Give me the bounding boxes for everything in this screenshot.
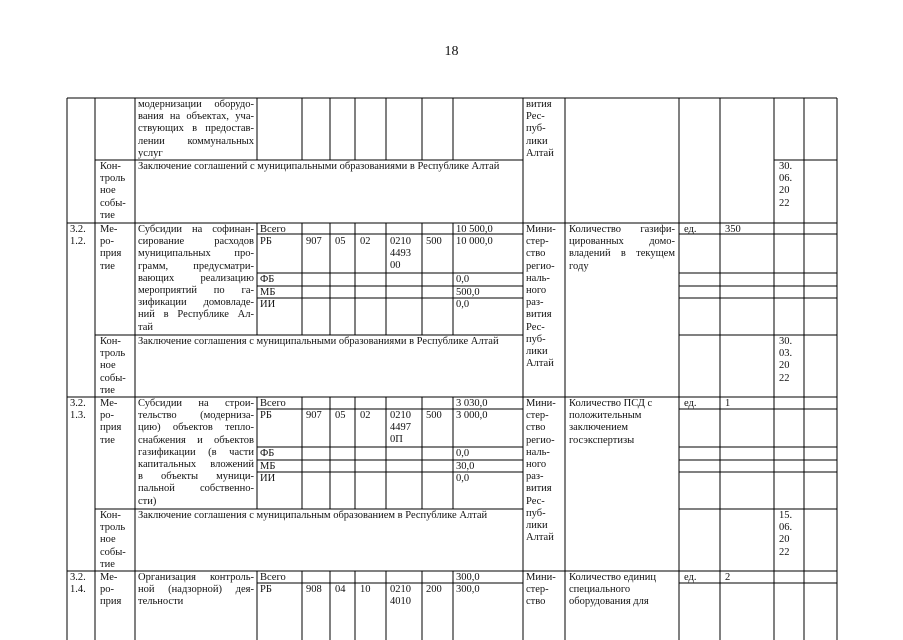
source-rb-label: РБ [260, 236, 272, 247]
source-rb-amount: 300,0 [456, 584, 480, 595]
control-event-label: Кон- троль ное собы- тие [100, 161, 126, 221]
measure-type: Ме- ро- прия [100, 572, 122, 608]
subsection-code: 10 [360, 584, 371, 595]
expense-type-code: 500 [426, 410, 442, 421]
source-fb-amount: 0,0 [456, 274, 470, 285]
measure-executor: Мини- стер- ство регио- наль- ного раз- вития Рес- пуб- лики Алтай [526, 224, 556, 370]
subsection-code: 02 [360, 410, 371, 421]
control-event-label: Кон- троль ное собы- тие [100, 510, 126, 570]
indicator-unit: ед. [684, 224, 697, 235]
target-article-code: 0210 4497 0П [390, 410, 411, 446]
measure-type: Ме- ро- прия тие [100, 398, 122, 446]
grbs-code: 907 [306, 236, 322, 247]
control-event-date: 15. 06. 20 22 [779, 510, 793, 558]
control-event-date: 30. 06. 20 22 [779, 161, 793, 209]
measure-executor: Мини- стер- ство [526, 572, 556, 608]
measure-description: Субсидии на строи- тельство (модерниза- цию) объектов тепло- снабжения и объектов газификации (в части капитальных вложений в объекты муници- пальной собственно- сти) [138, 398, 254, 507]
measure-description: Субсидии на софинан- сирование расходов муниципальных про- грамм, предусматри- вающих реализацию мероприятий по га- зификации домовладе- ний в Республике Ал- тай [138, 224, 254, 333]
expense-type-code: 500 [426, 236, 442, 247]
top-desc: модернизации оборудо- вания на объектах, уча- ствующих в предостав- лении коммунальных услуг [138, 99, 254, 159]
measure-number: 3.2. 1.2. [70, 224, 86, 248]
source-ii-label: ИИ [260, 473, 276, 484]
source-mb-amount: 500,0 [456, 287, 480, 298]
control-event-label: Кон- троль ное собы- тие [100, 336, 126, 396]
source-total-amount: 3 030,0 [456, 398, 488, 409]
control-event-text: Заключение соглашения с муниципальными образованиями в Республике Алтай [138, 336, 499, 347]
source-rb-amount: 3 000,0 [456, 410, 488, 421]
source-total-label: Всего [260, 398, 286, 409]
source-total-label: Всего [260, 572, 286, 583]
source-total-amount: 10 500,0 [456, 224, 493, 235]
source-ii-amount: 0,0 [456, 299, 470, 310]
target-article-code: 0210 4010 [390, 584, 411, 608]
expense-type-code: 200 [426, 584, 442, 595]
subsection-code: 02 [360, 236, 371, 247]
indicator-name: Количество ПСД с положительным заключением госэкспертизы [569, 398, 653, 446]
measure-description: Организация контроль- ной (надзорной) дея- тельности [138, 572, 254, 608]
measure-number: 3.2. 1.3. [70, 398, 86, 422]
control-event-date: 30. 03. 20 22 [779, 336, 793, 384]
page-number: 18 [444, 44, 459, 59]
indicator-name: Количество газифи- цированных домо- владений в текущем году [569, 224, 675, 272]
source-rb-label: РБ [260, 584, 272, 595]
indicator-unit: ед. [684, 398, 697, 409]
indicator-unit: ед. [684, 572, 697, 583]
source-mb-label: МБ [260, 461, 276, 472]
source-rb-label: РБ [260, 410, 272, 421]
section-code: 05 [335, 236, 346, 247]
source-ii-amount: 0,0 [456, 473, 470, 484]
source-fb-amount: 0,0 [456, 448, 470, 459]
source-mb-label: МБ [260, 287, 276, 298]
control-event-text: Заключение соглашения с муниципальным образованием в Республике Алтай [138, 510, 488, 521]
indicator-value: 2 [725, 572, 731, 583]
measure-number: 3.2. 1.4. [70, 572, 86, 596]
source-fb-label: ФБ [260, 274, 275, 285]
source-total-label: Всего [260, 224, 286, 235]
section-code: 04 [335, 584, 346, 595]
source-ii-label: ИИ [260, 299, 276, 310]
indicator-value: 1 [725, 398, 731, 409]
source-rb-amount: 10 000,0 [456, 236, 493, 247]
grbs-code: 907 [306, 410, 322, 421]
source-total-amount: 300,0 [456, 572, 480, 583]
control-event-text: Заключение соглашений с муниципальными образованиями в Республике Алтай [138, 161, 500, 172]
top-executor: вития Рес- пуб- лики Алтай [526, 99, 554, 159]
source-mb-amount: 30,0 [456, 461, 475, 472]
section-code: 05 [335, 410, 346, 421]
measure-executor: Мини- стер- ство регио- наль- ного раз- вития Рес- пуб- лики Алтай [526, 398, 556, 544]
grbs-code: 908 [306, 584, 322, 595]
indicator-value: 350 [725, 224, 741, 235]
measure-type: Ме- ро- прия тие [100, 224, 122, 272]
indicator-name: Количество единиц специального оборудования для [569, 572, 657, 608]
target-article-code: 0210 4493 00 [390, 236, 411, 272]
source-fb-label: ФБ [260, 448, 275, 459]
